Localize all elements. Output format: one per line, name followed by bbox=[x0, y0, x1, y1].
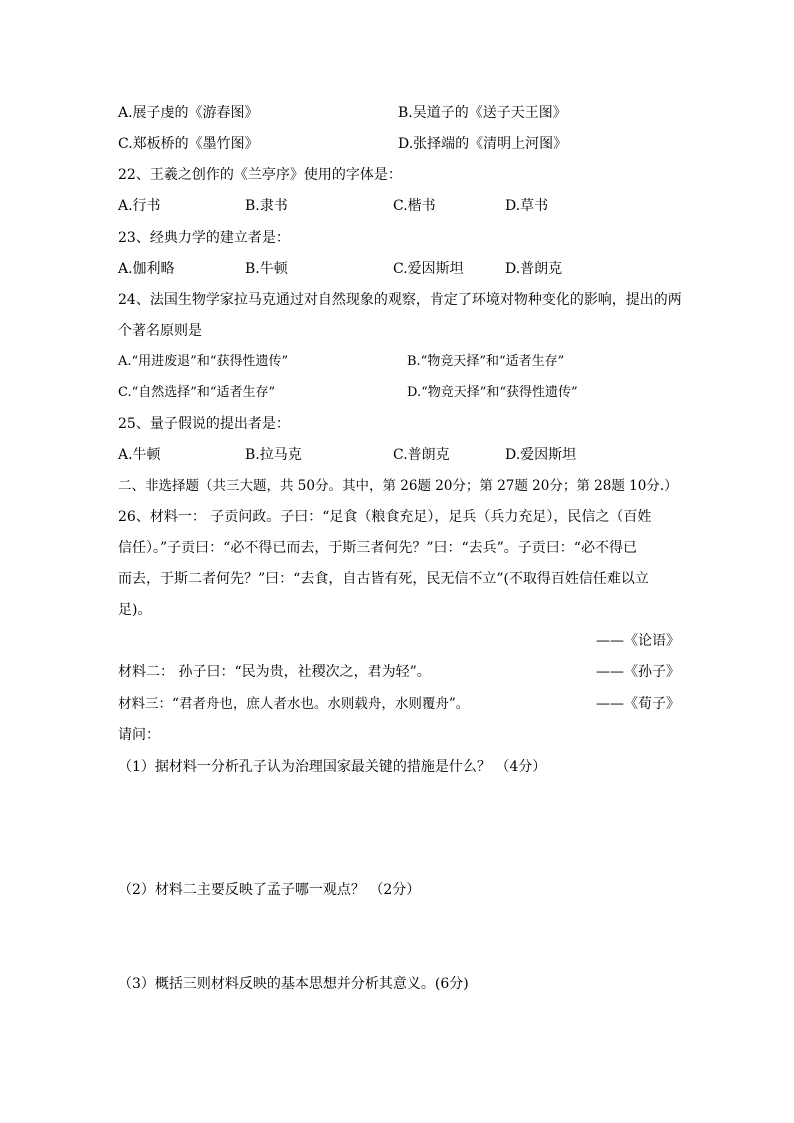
q23-option-b: B.牛顿 bbox=[245, 261, 288, 277]
q26-material1-line1: 26、材料一： 子贡问政。子曰：“足食（粮食充足），足兵（兵力充足），民信之（百姓 bbox=[118, 509, 652, 525]
q21-option-a: A.展子虔的《游春图》 bbox=[118, 105, 259, 121]
q26-material1-line4: 足)。 bbox=[118, 602, 152, 618]
q25-option-c: C.普朗克 bbox=[393, 447, 450, 463]
q23-option-d: D.普朗克 bbox=[505, 261, 563, 277]
q25-stem: 25、量子假说的提出者是： bbox=[118, 416, 290, 432]
q22-option-a: A.行书 bbox=[118, 198, 161, 214]
q26-material3-source: ——《荀子》 bbox=[596, 696, 680, 712]
q21-option-d: D.张择端的《清明上河图》 bbox=[398, 136, 568, 152]
q23-option-c: C.爱因斯坦 bbox=[393, 261, 464, 277]
q21-option-b: B.吴道子的《送子天王图》 bbox=[398, 105, 567, 121]
q26-material2-text: 材料二： 孙子曰：“民为贵，社稷次之，君为轻”。 bbox=[118, 664, 431, 680]
q22-stem: 22、王羲之创作的《兰亭序》使用的字体是： bbox=[118, 167, 402, 183]
q24-option-a: A.“用进废退”和“获得性遗传” bbox=[118, 354, 289, 369]
q23-stem: 23、经典力学的建立者是： bbox=[118, 230, 290, 246]
q24-option-c: C.“自然选择”和“适者生存” bbox=[118, 385, 276, 400]
q26-material1-source: ——《论语》 bbox=[596, 633, 680, 649]
q26-subquestion-2: （2）材料二主要反映了孟子哪一观点？ （2分） bbox=[118, 882, 421, 898]
q26-material1-line2: 信任）。”子贡曰：“必不得已而去，于斯三者何先？”曰：“去兵”。子贡曰：“必不得已 bbox=[118, 540, 637, 556]
q25-option-d: D.爱因斯坦 bbox=[505, 447, 577, 463]
q26-ask-label: 请问： bbox=[118, 727, 160, 743]
q24-stem-line2: 个著名原则是 bbox=[118, 323, 202, 339]
q23-option-a: A.伽利略 bbox=[118, 261, 175, 277]
q26-material2-source: ——《孙子》 bbox=[596, 664, 680, 680]
q26-subquestion-3: （3）概括三则材料反映的基本思想并分析其意义。(6分) bbox=[118, 976, 469, 992]
q24-option-d: D.“物竞天择”和“获得性遗传” bbox=[407, 385, 578, 400]
q22-option-d: D.草书 bbox=[505, 198, 549, 214]
q26-material3-text: 材料三：“君者舟也，庶人者水也。水则载舟，水则覆舟”。 bbox=[118, 696, 470, 712]
q22-option-b: B.隶书 bbox=[245, 198, 288, 214]
section-2-heading: 二、非选择题（共三大题，共 50分。其中，第 26题 20分；第 27题 20分；第 28题 10分.） bbox=[118, 478, 678, 494]
q26-material1-line3: 而去，于斯二者何先？”曰：“去食，自古皆有死，民无信不立”(不取得百姓信任难以立 bbox=[118, 571, 649, 587]
q24-option-b: B.“物竞天择”和“适者生存” bbox=[407, 354, 565, 369]
q25-option-a: A.牛顿 bbox=[118, 447, 161, 463]
q24-stem-line1: 24、法国生物学家拉马克通过对自然现象的观察，肯定了环境对物种变化的影响，提出的两 bbox=[118, 292, 682, 308]
q21-option-c: C.郑板桥的《墨竹图》 bbox=[118, 136, 259, 152]
q22-option-c: C.楷书 bbox=[393, 198, 436, 214]
q25-option-b: B.拉马克 bbox=[245, 447, 302, 463]
q26-subquestion-1: （1）据材料一分析孔子认为治理国家最关键的措施是什么？ （4分） bbox=[118, 759, 547, 775]
